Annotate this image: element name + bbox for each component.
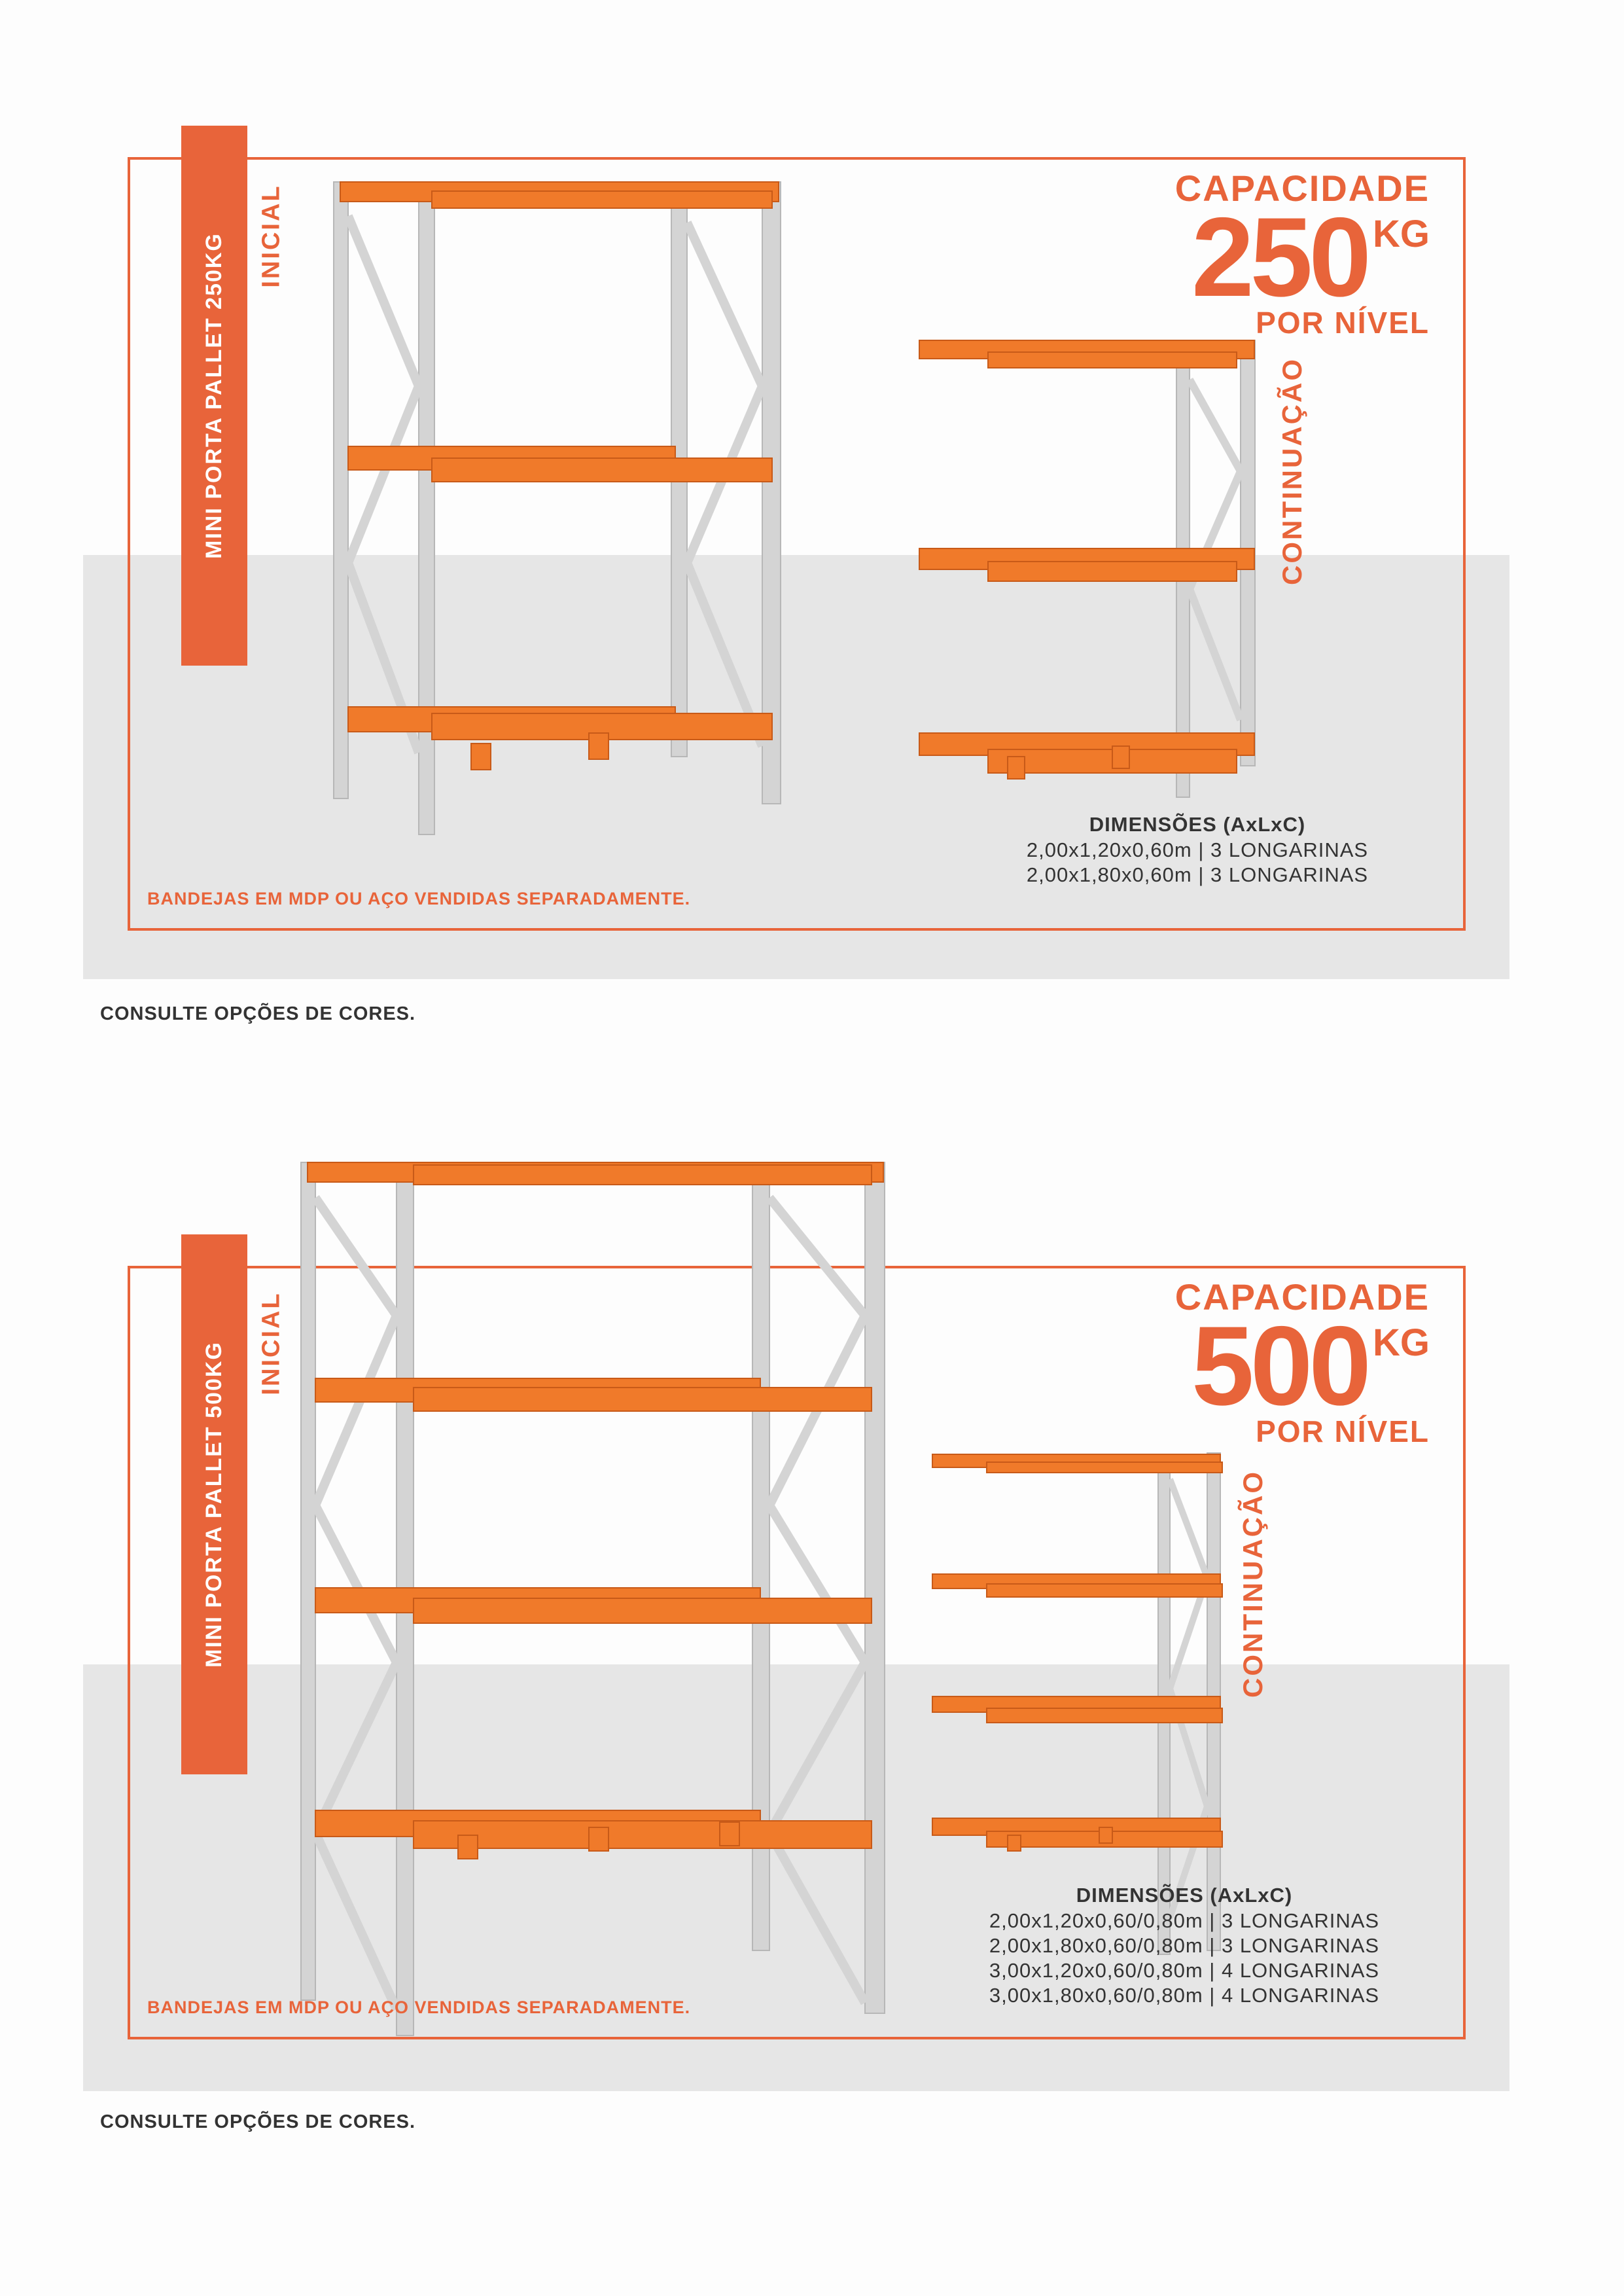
continuation-label: CONTINUAÇÃO <box>1277 357 1308 585</box>
dimension-line: 2,00x1,80x0,60/0,80m | 3 LONGARINAS <box>989 1934 1380 1957</box>
dimension-line: 2,00x1,80x0,60m | 3 LONGARINAS <box>1026 863 1369 886</box>
capacity-row <box>1073 194 1430 320</box>
product-name-tag: MINI PORTA PALLET 500KG <box>181 1234 247 1774</box>
capacity-block <box>1073 1278 1430 1448</box>
capacity-title: CAPACIDADE <box>1174 1276 1430 1318</box>
capacity-title: CAPACIDADE <box>1174 168 1430 209</box>
capacity-value: 250 <box>1192 194 1368 320</box>
colors-note: CONSULTE OPÇÕES DE CORES. <box>100 2111 416 2132</box>
dimensions-block <box>981 812 1413 888</box>
capacity-value: 500 <box>1192 1303 1368 1429</box>
capacity-unit: KG <box>1373 213 1430 255</box>
continuation-label: CONTINUAÇÃO <box>1237 1470 1269 1698</box>
initial-label: INICIAL <box>257 183 285 288</box>
trays-note: BANDEJAS EM MDP OU AÇO VENDIDAS SEPARADAMENTE. <box>147 1998 691 2017</box>
rack-illustration-continuation <box>0 0 1624 1073</box>
dimensions-title: DIMENSÕES (AxLxC) <box>1089 813 1306 836</box>
capacity-unit: KG <box>1373 1321 1430 1364</box>
capacity-row <box>1073 1303 1430 1429</box>
colors-note: CONSULTE OPÇÕES DE CORES. <box>100 1003 416 1024</box>
trays-note: BANDEJAS EM MDP OU AÇO VENDIDAS SEPARADAMENTE. <box>147 889 691 908</box>
product-section-250 <box>0 0 1624 1073</box>
capacity-suffix: POR NÍVEL <box>1256 1414 1430 1448</box>
dimension-line: 2,00x1,20x0,60m | 3 LONGARINAS <box>1026 838 1369 861</box>
product-name-tag: MINI PORTA PALLET 250KG <box>181 126 247 666</box>
initial-label: INICIAL <box>257 1291 285 1395</box>
dimension-line: 2,00x1,20x0,60/0,80m | 3 LONGARINAS <box>989 1909 1380 1932</box>
dimension-line: 3,00x1,80x0,60/0,80m | 4 LONGARINAS <box>989 1984 1380 2007</box>
dimension-line: 3,00x1,20x0,60/0,80m | 4 LONGARINAS <box>989 1959 1380 1982</box>
capacity-block <box>1073 169 1430 339</box>
capacity-suffix: POR NÍVEL <box>1256 306 1430 340</box>
product-section-500 <box>0 1100 1624 2278</box>
dimensions-title: DIMENSÕES (AxLxC) <box>1076 1884 1293 1907</box>
dimensions-block <box>942 1882 1426 2008</box>
